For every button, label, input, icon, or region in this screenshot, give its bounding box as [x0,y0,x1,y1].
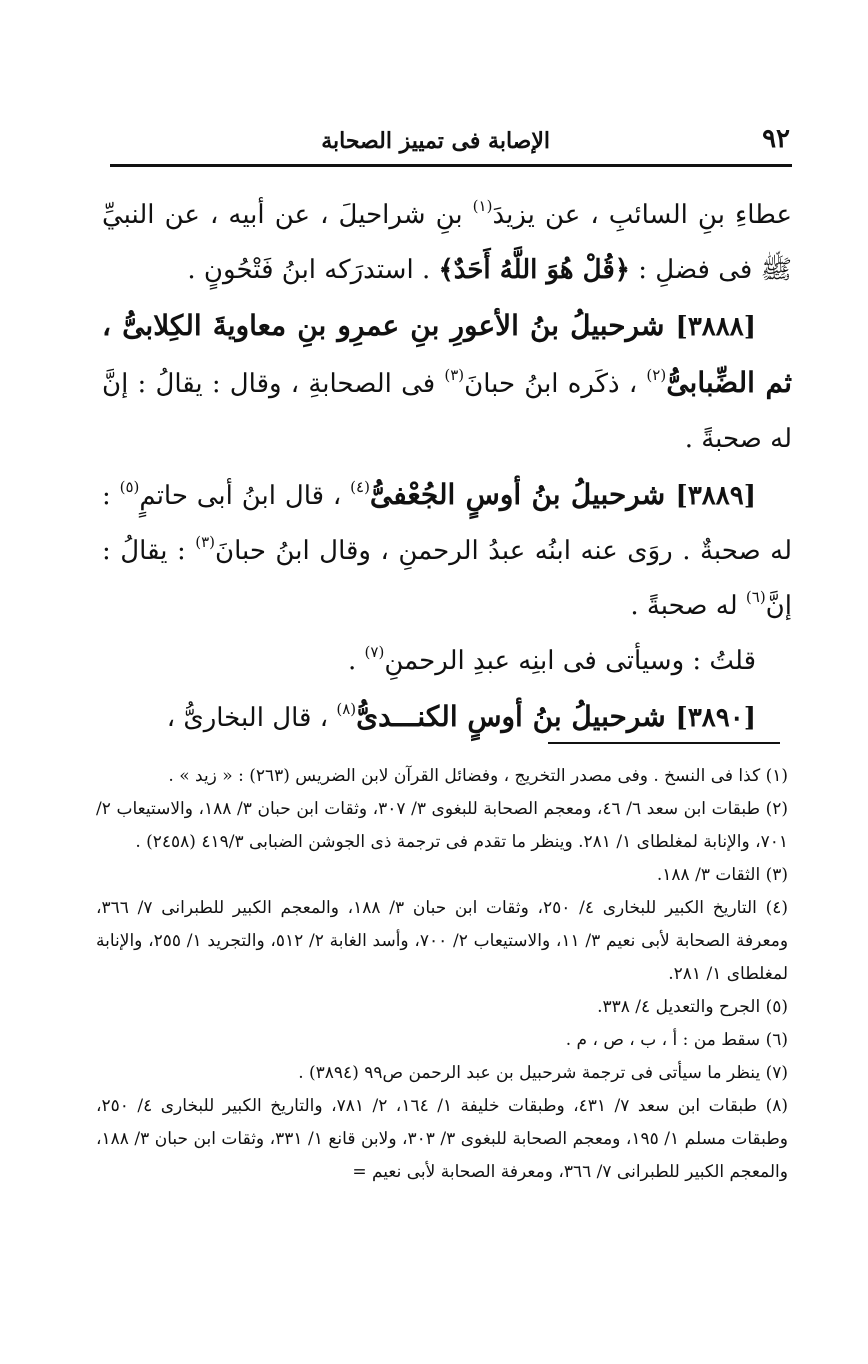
entry-name: شرحبيلُ بنُ الأعورِ بنِ عمرِو بنِ معاويةَ الكِلابىُّ ، ثم الضِّبابىُّ [102,309,792,399]
entry-name: شرحبيلُ بنُ أوسٍ الكنـــدىُّ [356,700,676,733]
footnote-marker: (٢) [646,366,667,384]
footnote-1: (١) كذا فى النسخ . وفى مصدر التخريج ، وفضائل القرآن لابن الضريس (٢٦٣) : « زيد » . [168,766,788,786]
footnote-marker: (٦) [745,588,766,606]
running-title: الإصابة فى تمييز الصحابة [321,128,550,154]
paragraph-1 [102,188,792,298]
text-segment: له صحبةً . [630,591,746,621]
text-segment: بنِ شراحيلَ ، عن أبيه ، عن النبيِّ ﷺ فى فضلِ : [102,200,792,285]
text-segment: ، قال ابنُ أبى حاتمٍ [139,481,351,511]
text-segment: فى الصحابةِ ، وقال : يقالُ : إنَّ له صحبةً . [102,369,792,454]
text-segment: : يقالُ : إنَّ [102,536,792,621]
text-segment: قلتُ : وسيأتى فى ابنِه عبدِ الرحمنِ [384,646,756,676]
entry-3889 [102,467,792,634]
entry-number: [٣٨٩٠] [675,703,756,733]
text-segment: ، قال البخارىُّ ، [166,703,337,733]
footnote-3: (٣) الثقات ٣/ ١٨٨. [656,865,788,885]
page-number: ٩٢ [762,124,790,154]
footnote-marker: (٣) [195,533,215,551]
footnote-2: (٢) طبقات ابن سعد ٦/ ٤٦، ومعجم الصحابة للبغوى ٣/ ٣٠٧، وثقات ابن حبان ٣/ ١٨٨، والاستيعاب ٢/ ٧٠١، والإنابة لمغلطاى ١/ ٢٨١. وينظر ما تقدم فى ترجمة ذى الجوشن الضبابى ٤١٩/٣ (٢٤٥٨) . [96,799,789,852]
footnote-marker: (١) [472,197,493,215]
footnote-marker: (٨) [336,700,357,718]
footnote-marker: (٤) [350,478,370,496]
footnote-5: (٥) الجرح والتعديل ٤/ ٣٣٨. [597,997,788,1017]
footnotes [96,760,788,1189]
footnote-marker: (٣) [444,366,465,384]
footnote-8: (٨) طبقات ابن سعد ٧/ ٤٣١، وطبقات خليفة ١/ ١٦٤، ٢/ ٧٨١، والتاريخ الكبير للبخارى ٤/ ٢٥٠، وطبقات مسلم ١/ ١٩٥، ومعجم الصحابة للبغوى ٣/ ٣٠٣، ولابن قانع ١/ ٣٣١، وثقات ابن حبان ٣/ ١٨٨، والمعجم الكبير للطبرانى ٧/ ٣٦٦، ومعرفة الصحابة لأبى نعيم = [96,1096,788,1182]
entry-3888 [102,298,792,467]
entry-number: [٣٨٨٩] [675,481,757,511]
entry-3890 [102,689,792,746]
text-segment: ، ذكَره ابنُ حبانَ [464,369,647,399]
text-segment: . [348,646,365,676]
footnote-7: (٧) ينظر ما سيأتى فى ترجمة شرحبيل بن عبد الرحمن ص٩٩ (٣٨٩٤) . [298,1063,788,1083]
entry-number: [٣٨٨٨] [675,312,756,342]
paragraph-note [102,634,792,689]
text-segment: عطاءِ بنِ السائبِ ، عن يزيدَ [492,200,792,230]
header-rule [110,164,792,167]
main-text [102,188,792,746]
entry-name: شرحبيلُ بنُ أوسٍ الجُعْفىُّ [369,478,676,511]
quran-quote: ﴿قُلْ هُوَ اللَّهُ أَحَدٌ﴾ [438,255,630,285]
footnote-separator [548,742,780,744]
text-segment: : له صحبةٌ . روَى عنه ابنُه عبدُ الرحمنِ ، وقال ابنُ حبانَ [102,481,792,566]
footnote-marker: (٥) [119,478,140,496]
footnote-marker: (٧) [364,643,385,661]
text-segment: . استدرَكه ابنُ فَتْحُونٍ . [187,255,439,285]
page-header [110,120,790,160]
footnote-6: (٦) سقط من : أ ، ب ، ص ، م . [565,1030,788,1050]
footnote-4: (٤) التاريخ الكبير للبخارى ٤/ ٢٥٠، وثقات ابن حبان ٣/ ١٨٨، والمعجم الكبير للطبرانى ٧/ ٣٦٦، ومعرفة الصحابة لأبى نعيم ٣/ ١١، والاستيعاب ٢/ ٧٠٠، وأسد الغابة ٢/ ٥١٢، والتجريد ١/ ٢٥٥، والإنابة لمغلطاى ١/ ٢٨١. [96,898,789,984]
